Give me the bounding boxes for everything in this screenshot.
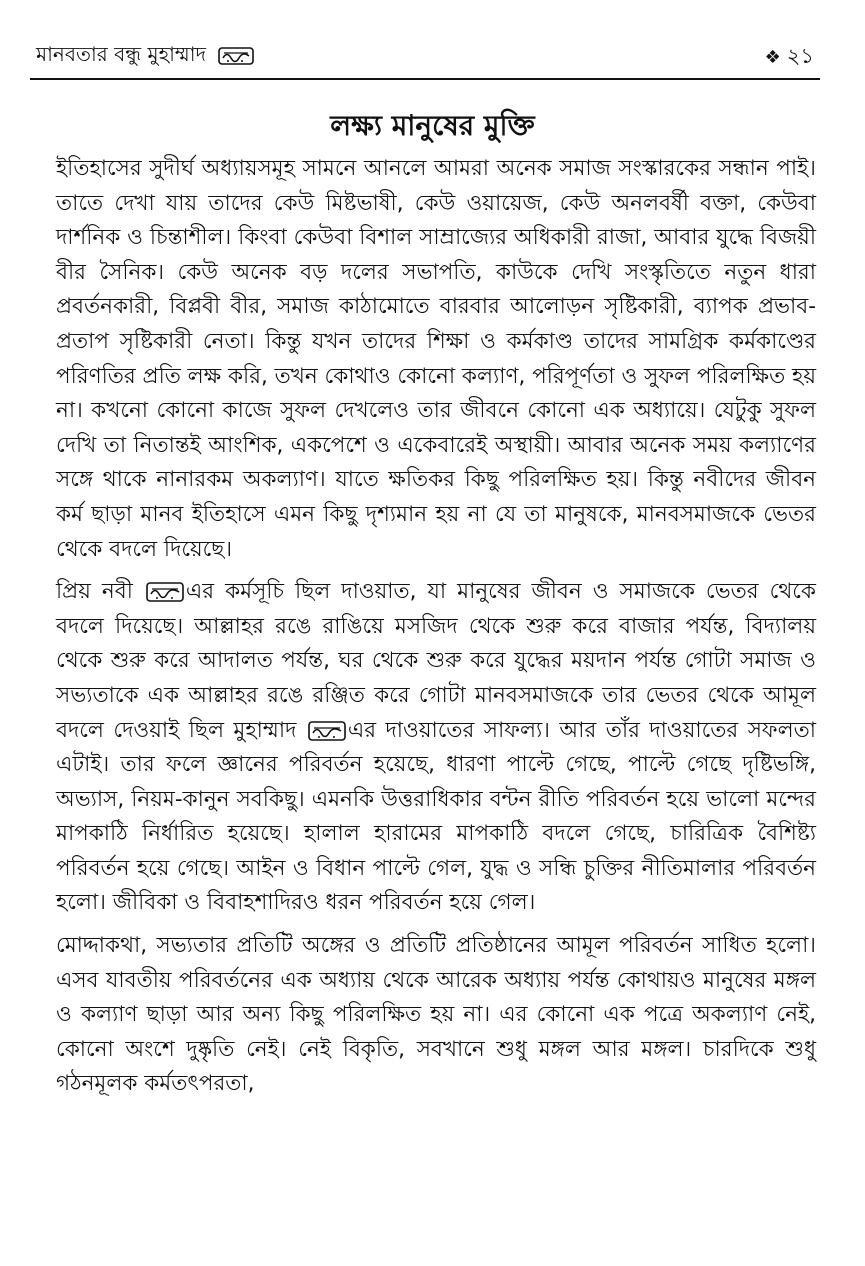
paragraph-3: মোদ্দাকথা, সভ্যতার প্রতিটি অঙ্গের ও প্রতিটি প্রতিষ্ঠানের আমূল পরিবর্তন সাধিত হলো। এসব যাবতীয় পরিবর্তনের এক অধ্যায় থেকে আরেক অধ্যায় পর্যন্ত কোথায়ও মানুষের মঙ্গল ও কল্যাণ ছাড়া আর অন্য কিছু পরিলক্ষিত হয় না। এর কোনো এক পত্রে অকল্যাণ নেই, কোনো অংশে দুষ্কৃতি নেই। নেই বিকৃতি, সবখানে শুধু মঙ্গল আর মঙ্গল। চারদিকে শুধু গঠনমূলক কর্মতৎপরতা, [56, 933, 816, 1097]
body-text [56, 152, 816, 1110]
calligraphy-seal-icon [308, 720, 346, 742]
header-rule [30, 78, 820, 80]
page-number [765, 40, 814, 75]
paragraph-2-part-2: এর কর্মসূচি ছিল দাওয়াত, যা মানুষের জীবন ও সমাজকে ভেতর থেকে বদলে দিয়েছে। আল্লাহর রঙে রাঙিয়ে মসজিদ থেকে শুরু করে বাজার পর্যন্ত, বিদ্যালয় থেকে শুরু করে আদালত পর্যন্ত, ঘর থেকে শুরু করে যুদ্ধের ময়দান পর্যন্ত গোটা সমাজ ও সভ্যতাকে এক আল্লাহর রঙে রঞ্জিত করে গোটা মানবসমাজকে তার ভেতর থেকে আমূল বদলে দেওয়াই ছিল মুহাম্মাদ [56, 579, 816, 743]
book-title [36, 40, 254, 73]
calligraphy-seal-icon [218, 46, 254, 66]
chapter-title: লক্ষ্য মানুষের মুক্তি [330, 109, 535, 142]
paragraph-2-part-3: এর দাওয়াতের সাফল্য। আর তাঁর দাওয়াতের সফলতা এটাই। তার ফলে জ্ঞানের পরিবর্তন হয়েছে, ধারণা পাল্টে গেছে, পাল্টে গেছে দৃষ্টিভঙ্গি, অভ্যাস, নিয়ম-কানুন সবকিছু। এমনকি উত্তরাধিকার বন্টন রীতি পরিবর্তন হয়ে ভালো মন্দের মাপকাঠি নির্ধারিত হয়েছে। হালাল হারামের মাপকাঠি বদলে গেছে, চারিত্রিক বৈশিষ্ট্য পরিবর্তন হয়ে গেছে। আইন ও বিধান পাল্টে গেল, যুদ্ধ ও সন্ধি চুক্তির নীতিমালার পরিবর্তন হলো। জীবিকা ও বিবাহশাদিরও ধরন পরিবর্তন হয়ে গেল। [56, 717, 816, 916]
paragraph-1: ইতিহাসের সুদীর্ঘ অধ্যায়সমূহ সামনে আনলে আমরা অনেক সমাজ সংস্কারকের সন্ধান পাই। তাতে দেখা যায় তাদের কেউ মিষ্টভাষী, কেউ ওয়ায়েজ, কেউ অনলবর্ষী বক্তা, কেউবা দার্শনিক ও চিন্তাশীল। কিংবা কেউবা বিশাল সাম্রাজ্যের অধিকারী রাজা, আবার যুদ্ধে বিজয়ী বীর সৈনিক। কেউ অনেক বড় দলের সভাপতি, কাউকে দেখি সংস্কৃতিতে নতুন ধারা প্রবর্তনকারী, বিপ্লবী বীর, সমাজ কাঠামোতে বারবার আলোড়ন সৃষ্টিকারী, ব্যাপক প্রভাব-প্রতাপ সৃষ্টিকারী নেতা। কিন্তু যখন তাদের শিক্ষা ও কর্মকাণ্ড তাদের সামগ্রিক কর্মকাণ্ডের পরিণতির প্রতি লক্ষ করি, তখন কোথাও কোনো কল্যাণ, পরিপূর্ণতা ও সুফল পরিলক্ষিত হয় না। কখনো কোনো কাজে সুফল দেখলেও তার জীবনে কোনো এক অধ্যায়ে। যেটুকু সুফল দেখি তা নিতান্তই আংশিক, একপেশে ও একেবারেই অস্থায়ী। আবার অনেক সময় কল্যাণের সঙ্গে থাকে নানারকম অকল্যাণ। যাতে ক্ষতিকর কিছু পরিলক্ষিত হয়। কিন্তু নবীদের জীবন কর্ম ছাড়া মানব ইতিহাসে এমন কিছু দৃশ্যমান হয় না যে তা মানুষকে, মানবসমাজকে ভেতর থেকে বদলে দিয়েছে। [56, 156, 816, 562]
paragraph-2 [56, 575, 816, 921]
paragraph-2-part-1: প্রিয় নবী [56, 579, 133, 605]
ornament-icon: ❖ [764, 47, 781, 68]
running-header [30, 34, 820, 74]
book-title-text: মানবতার বন্ধু মুহাম্মাদ [36, 42, 207, 66]
calligraphy-seal-icon [146, 581, 184, 603]
page-number-text: ২১ [786, 44, 814, 68]
